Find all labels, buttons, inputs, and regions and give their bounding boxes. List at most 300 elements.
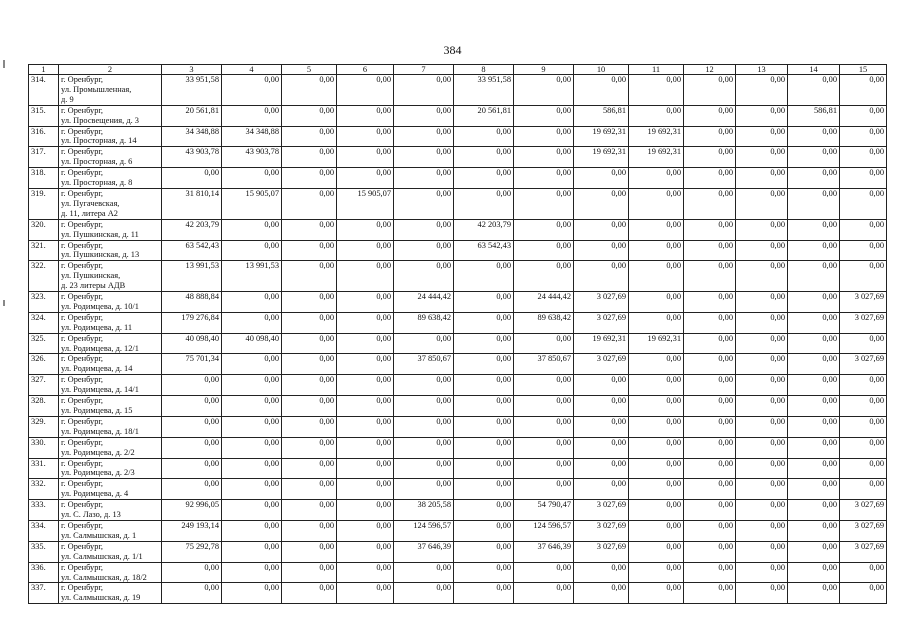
amount-cell: 0,00	[788, 292, 840, 313]
address-line: г. Оренбург,	[61, 312, 104, 322]
address-cell	[59, 520, 162, 541]
amount-cell: 0,00	[629, 312, 684, 333]
amount-cell: 0,00	[337, 396, 394, 417]
amount-cell: 0,00	[736, 168, 788, 189]
amount-cell: 0,00	[736, 437, 788, 458]
scan-edge-mark	[3, 300, 5, 306]
amount-cell: 0,00	[454, 168, 514, 189]
amount-cell: 0,00	[629, 240, 684, 261]
amount-cell: 0,00	[574, 375, 629, 396]
amount-cell: 3 027,69	[840, 541, 887, 562]
table-row	[29, 375, 887, 396]
address-cell	[59, 147, 162, 168]
amount-cell: 0,00	[684, 333, 736, 354]
table-row	[29, 562, 887, 583]
amount-cell: 19 692,31	[629, 126, 684, 147]
amount-cell: 0,00	[684, 147, 736, 168]
amount-cell: 0,00	[736, 75, 788, 106]
amount-cell: 0,00	[788, 312, 840, 333]
amount-cell: 0,00	[629, 375, 684, 396]
table-row	[29, 396, 887, 417]
amount-cell: 0,00	[337, 541, 394, 562]
amount-cell: 0,00	[840, 126, 887, 147]
amount-cell: 0,00	[684, 126, 736, 147]
amount-cell: 0,00	[282, 541, 337, 562]
amount-cell: 0,00	[629, 500, 684, 521]
amount-cell: 0,00	[574, 261, 629, 292]
amount-cell: 0,00	[840, 240, 887, 261]
amount-cell: 0,00	[788, 562, 840, 583]
amount-cell: 0,00	[574, 188, 629, 219]
table-row	[29, 312, 887, 333]
row-number: 328.	[29, 396, 59, 417]
amount-cell: 0,00	[574, 240, 629, 261]
amount-cell: 0,00	[574, 396, 629, 417]
amount-cell: 0,00	[394, 375, 454, 396]
amount-cell: 0,00	[454, 188, 514, 219]
amount-cell: 0,00	[788, 126, 840, 147]
amount-cell: 0,00	[337, 583, 394, 604]
amount-cell: 0,00	[514, 75, 574, 106]
row-number: 325.	[29, 333, 59, 354]
column-number-cell: 2	[59, 65, 162, 75]
amount-cell: 0,00	[454, 312, 514, 333]
amount-cell: 0,00	[736, 541, 788, 562]
amount-cell: 0,00	[337, 147, 394, 168]
amount-cell: 0,00	[282, 188, 337, 219]
amount-cell: 0,00	[736, 240, 788, 261]
amount-cell: 0,00	[282, 583, 337, 604]
amount-cell: 37 850,67	[394, 354, 454, 375]
amount-cell: 0,00	[840, 479, 887, 500]
amount-cell: 0,00	[629, 437, 684, 458]
amount-cell: 0,00	[454, 583, 514, 604]
row-number: 321.	[29, 240, 59, 261]
amount-cell: 0,00	[454, 126, 514, 147]
amount-cell: 37 850,67	[514, 354, 574, 375]
page-number: 384	[443, 43, 462, 57]
amount-cell: 0,00	[222, 354, 282, 375]
amount-cell: 0,00	[684, 105, 736, 126]
amount-cell: 0,00	[282, 375, 337, 396]
row-number: 334.	[29, 520, 59, 541]
amount-cell: 0,00	[840, 396, 887, 417]
address-line: г. Оренбург,	[61, 188, 104, 198]
address-line: г. Оренбург,	[61, 147, 104, 157]
amount-cell: 0,00	[337, 219, 394, 240]
amount-cell: 0,00	[736, 105, 788, 126]
table-row	[29, 126, 887, 147]
amount-cell: 0,00	[282, 458, 337, 479]
amount-cell: 0,00	[222, 437, 282, 458]
address-cell	[59, 479, 162, 500]
amount-cell: 0,00	[736, 354, 788, 375]
table-row	[29, 261, 887, 292]
amount-cell: 37 646,39	[394, 541, 454, 562]
row-number: 314.	[29, 75, 59, 106]
amount-cell: 0,00	[788, 75, 840, 106]
amount-cell: 0,00	[162, 437, 222, 458]
amount-cell: 0,00	[394, 261, 454, 292]
amount-cell: 0,00	[394, 458, 454, 479]
table-row	[29, 541, 887, 562]
amount-cell: 0,00	[454, 520, 514, 541]
amount-cell: 0,00	[394, 219, 454, 240]
amount-cell: 0,00	[454, 333, 514, 354]
amount-cell: 0,00	[222, 458, 282, 479]
amount-cell: 0,00	[394, 188, 454, 219]
amount-cell: 0,00	[684, 479, 736, 500]
table-row	[29, 416, 887, 437]
address-line: д. 9	[61, 94, 74, 104]
row-number: 336.	[29, 562, 59, 583]
amount-cell: 0,00	[394, 416, 454, 437]
amount-cell: 0,00	[736, 292, 788, 313]
amount-cell: 0,00	[394, 396, 454, 417]
amount-cell: 0,00	[222, 75, 282, 106]
amount-cell: 0,00	[454, 147, 514, 168]
amount-cell: 0,00	[788, 333, 840, 354]
amount-cell: 0,00	[394, 126, 454, 147]
amount-cell: 0,00	[394, 583, 454, 604]
address-line: ул. Родимцева, д. 10/1	[61, 301, 139, 311]
amount-cell: 15 905,07	[337, 188, 394, 219]
amount-cell: 0,00	[394, 333, 454, 354]
address-line: ул. Салмышская, д. 19	[61, 593, 141, 603]
address-cell	[59, 583, 162, 604]
amount-cell: 0,00	[514, 105, 574, 126]
amount-cell: 0,00	[514, 562, 574, 583]
address-line: ул. Пушкинская,	[61, 271, 121, 281]
amount-cell: 0,00	[282, 520, 337, 541]
amount-cell: 13 991,53	[222, 261, 282, 292]
amount-cell: 0,00	[454, 479, 514, 500]
amount-cell: 0,00	[222, 583, 282, 604]
amount-cell: 0,00	[454, 437, 514, 458]
amount-cell: 0,00	[788, 500, 840, 521]
address-line: г. Оренбург,	[61, 333, 104, 343]
address-line: г. Оренбург,	[61, 219, 104, 229]
amount-cell: 0,00	[736, 375, 788, 396]
amount-cell: 0,00	[394, 105, 454, 126]
amount-cell: 63 542,43	[454, 240, 514, 261]
amount-cell: 0,00	[337, 240, 394, 261]
amount-cell: 0,00	[454, 396, 514, 417]
row-number: 322.	[29, 261, 59, 292]
address-line: ул. Салмышская, д. 1	[61, 530, 137, 540]
address-line: ул. Просвещения, д. 3	[61, 115, 139, 125]
amount-cell: 0,00	[337, 292, 394, 313]
amount-cell: 3 027,69	[840, 500, 887, 521]
column-number-cell: 14	[788, 65, 840, 75]
amount-cell: 34 348,88	[162, 126, 222, 147]
amount-cell: 0,00	[840, 188, 887, 219]
amount-cell: 0,00	[514, 188, 574, 219]
row-number: 316.	[29, 126, 59, 147]
amount-cell: 586,81	[788, 105, 840, 126]
address-cell	[59, 240, 162, 261]
amount-cell: 0,00	[282, 292, 337, 313]
amount-cell: 0,00	[684, 562, 736, 583]
table-row	[29, 219, 887, 240]
amount-cell: 0,00	[222, 520, 282, 541]
address-cell	[59, 261, 162, 292]
amount-cell: 0,00	[840, 147, 887, 168]
amount-cell: 0,00	[788, 520, 840, 541]
amount-cell: 48 888,84	[162, 292, 222, 313]
amount-cell: 20 561,81	[454, 105, 514, 126]
amount-cell: 0,00	[394, 240, 454, 261]
amount-cell: 0,00	[736, 500, 788, 521]
row-number: 317.	[29, 147, 59, 168]
address-line: г. Оренбург,	[61, 126, 104, 136]
amount-cell: 0,00	[514, 375, 574, 396]
column-number-cell: 3	[162, 65, 222, 75]
amount-cell: 0,00	[629, 458, 684, 479]
amount-cell: 3 027,69	[574, 520, 629, 541]
address-line: г. Оренбург,	[61, 416, 104, 426]
column-number-cell: 11	[629, 65, 684, 75]
amount-cell: 0,00	[684, 261, 736, 292]
amount-cell: 0,00	[574, 479, 629, 500]
column-number-cell: 12	[684, 65, 736, 75]
amount-cell: 0,00	[684, 520, 736, 541]
table-row	[29, 458, 887, 479]
amount-cell: 0,00	[222, 292, 282, 313]
amount-cell: 0,00	[629, 292, 684, 313]
table-row	[29, 240, 887, 261]
amount-cell: 0,00	[629, 354, 684, 375]
address-line: ул. Просторная, д. 6	[61, 157, 133, 167]
amount-cell: 0,00	[514, 458, 574, 479]
row-number: 333.	[29, 500, 59, 521]
amount-cell: 0,00	[684, 292, 736, 313]
table-row	[29, 479, 887, 500]
row-number: 320.	[29, 219, 59, 240]
scan-edge-mark	[3, 60, 5, 68]
address-line: ул. Родимцева, д. 2/3	[61, 468, 135, 478]
table-row	[29, 292, 887, 313]
address-line: г. Оренбург,	[61, 396, 104, 406]
amount-cell: 0,00	[788, 147, 840, 168]
address-line: ул. С. Лазо, д. 13	[61, 510, 121, 520]
amount-cell: 0,00	[840, 375, 887, 396]
amount-cell: 0,00	[162, 458, 222, 479]
amount-cell: 0,00	[629, 416, 684, 437]
amount-cell: 0,00	[684, 219, 736, 240]
address-line: г. Оренбург,	[61, 541, 104, 551]
table-row	[29, 147, 887, 168]
amount-cell: 0,00	[684, 168, 736, 189]
amount-cell: 0,00	[337, 562, 394, 583]
amount-cell: 0,00	[788, 479, 840, 500]
amount-cell: 24 444,42	[514, 292, 574, 313]
amount-cell: 0,00	[222, 168, 282, 189]
row-number: 330.	[29, 437, 59, 458]
row-number: 315.	[29, 105, 59, 126]
amount-cell: 0,00	[840, 168, 887, 189]
amount-cell: 0,00	[337, 168, 394, 189]
row-number: 324.	[29, 312, 59, 333]
amount-cell: 3 027,69	[840, 312, 887, 333]
amount-cell: 0,00	[222, 312, 282, 333]
amount-cell: 0,00	[337, 105, 394, 126]
amount-cell: 0,00	[574, 416, 629, 437]
amount-cell: 0,00	[736, 416, 788, 437]
amount-cell: 0,00	[282, 126, 337, 147]
amount-cell: 0,00	[282, 75, 337, 106]
amount-cell: 43 903,78	[162, 147, 222, 168]
amount-cell: 0,00	[454, 416, 514, 437]
address-cell	[59, 333, 162, 354]
amount-cell: 0,00	[454, 458, 514, 479]
amount-cell: 0,00	[282, 105, 337, 126]
column-number-cell: 5	[282, 65, 337, 75]
amount-cell: 0,00	[684, 375, 736, 396]
address-cell	[59, 437, 162, 458]
amount-cell: 0,00	[514, 479, 574, 500]
amount-cell: 19 692,31	[574, 147, 629, 168]
amount-cell: 0,00	[514, 333, 574, 354]
amount-cell: 0,00	[788, 396, 840, 417]
amount-cell: 0,00	[162, 168, 222, 189]
amount-cell: 0,00	[684, 188, 736, 219]
amount-cell: 0,00	[629, 479, 684, 500]
amount-cell: 0,00	[736, 188, 788, 219]
amount-cell: 0,00	[736, 583, 788, 604]
table-row	[29, 583, 887, 604]
address-line: г. Оренбург,	[61, 437, 104, 447]
amount-cell: 0,00	[514, 396, 574, 417]
table-row	[29, 105, 887, 126]
amount-cell: 0,00	[514, 583, 574, 604]
address-line: г. Оренбург,	[61, 458, 104, 468]
amount-cell: 0,00	[337, 261, 394, 292]
address-line: г. Оренбург,	[61, 583, 104, 593]
amount-cell: 0,00	[514, 168, 574, 189]
row-number: 331.	[29, 458, 59, 479]
amount-cell: 0,00	[788, 219, 840, 240]
amount-cell: 0,00	[454, 500, 514, 521]
column-number-cell: 15	[840, 65, 887, 75]
amount-cell: 0,00	[394, 75, 454, 106]
address-cell	[59, 188, 162, 219]
amount-cell: 0,00	[282, 437, 337, 458]
amount-cell: 15 905,07	[222, 188, 282, 219]
amount-cell: 63 542,43	[162, 240, 222, 261]
amount-cell: 92 996,05	[162, 500, 222, 521]
address-line: ул. Родимцева, д. 18/1	[61, 426, 139, 436]
amount-cell: 0,00	[282, 333, 337, 354]
amount-cell: 0,00	[454, 261, 514, 292]
amount-cell: 0,00	[684, 437, 736, 458]
amount-cell: 89 638,42	[514, 312, 574, 333]
amount-cell: 0,00	[337, 520, 394, 541]
amount-cell: 0,00	[788, 458, 840, 479]
amount-cell: 0,00	[514, 261, 574, 292]
address-line: ул. Родимцева, д. 11	[61, 322, 133, 332]
amount-cell: 0,00	[788, 583, 840, 604]
amount-cell: 33 951,58	[454, 75, 514, 106]
amount-cell: 0,00	[337, 437, 394, 458]
amount-cell: 40 098,40	[162, 333, 222, 354]
amount-cell: 0,00	[840, 75, 887, 106]
address-line: ул. Родимцева, д. 14	[61, 364, 133, 374]
data-table	[28, 64, 887, 604]
address-cell	[59, 105, 162, 126]
amount-cell: 0,00	[788, 354, 840, 375]
address-line: ул. Промышленная,	[61, 84, 132, 94]
column-number-row	[29, 65, 887, 75]
amount-cell: 0,00	[684, 312, 736, 333]
amount-cell: 0,00	[394, 147, 454, 168]
amount-cell: 0,00	[629, 75, 684, 106]
amount-cell: 0,00	[394, 479, 454, 500]
column-number-cell: 4	[222, 65, 282, 75]
amount-cell: 0,00	[840, 437, 887, 458]
amount-cell: 0,00	[629, 520, 684, 541]
address-cell	[59, 126, 162, 147]
amount-cell: 0,00	[788, 168, 840, 189]
amount-cell: 42 203,79	[454, 219, 514, 240]
amount-cell: 0,00	[337, 416, 394, 437]
amount-cell: 0,00	[222, 219, 282, 240]
amount-cell: 3 027,69	[574, 292, 629, 313]
amount-cell: 0,00	[840, 261, 887, 292]
amount-cell: 0,00	[454, 541, 514, 562]
amount-cell: 0,00	[629, 105, 684, 126]
amount-cell: 3 027,69	[574, 541, 629, 562]
amount-cell: 3 027,69	[574, 312, 629, 333]
amount-cell: 0,00	[736, 479, 788, 500]
amount-cell: 13 991,53	[162, 261, 222, 292]
address-line: ул. Просторная, д. 14	[61, 136, 137, 146]
amount-cell: 0,00	[337, 500, 394, 521]
amount-cell: 0,00	[684, 240, 736, 261]
column-number-cell: 10	[574, 65, 629, 75]
amount-cell: 3 027,69	[840, 292, 887, 313]
amount-cell: 0,00	[514, 416, 574, 437]
amount-cell: 0,00	[788, 416, 840, 437]
amount-cell: 0,00	[394, 562, 454, 583]
address-cell	[59, 562, 162, 583]
address-line: ул. Родимцева, д. 12/1	[61, 343, 139, 353]
amount-cell: 0,00	[684, 416, 736, 437]
table-row	[29, 500, 887, 521]
amount-cell: 0,00	[736, 126, 788, 147]
amount-cell: 37 646,39	[514, 541, 574, 562]
amount-cell: 0,00	[282, 416, 337, 437]
amount-cell: 0,00	[337, 312, 394, 333]
address-line: г. Оренбург,	[61, 292, 104, 302]
amount-cell: 0,00	[788, 240, 840, 261]
amount-cell: 0,00	[684, 354, 736, 375]
amount-cell: 3 027,69	[574, 500, 629, 521]
amount-cell: 0,00	[736, 261, 788, 292]
table-body	[29, 65, 887, 604]
address-line: д. 11, литера А2	[61, 208, 118, 218]
amount-cell: 0,00	[736, 312, 788, 333]
amount-cell: 249 193,14	[162, 520, 222, 541]
amount-cell: 3 027,69	[840, 520, 887, 541]
amount-cell: 0,00	[736, 458, 788, 479]
amount-cell: 31 810,14	[162, 188, 222, 219]
address-cell	[59, 312, 162, 333]
amount-cell: 0,00	[222, 541, 282, 562]
address-line: г. Оренбург,	[61, 375, 104, 385]
address-cell	[59, 219, 162, 240]
address-cell	[59, 396, 162, 417]
